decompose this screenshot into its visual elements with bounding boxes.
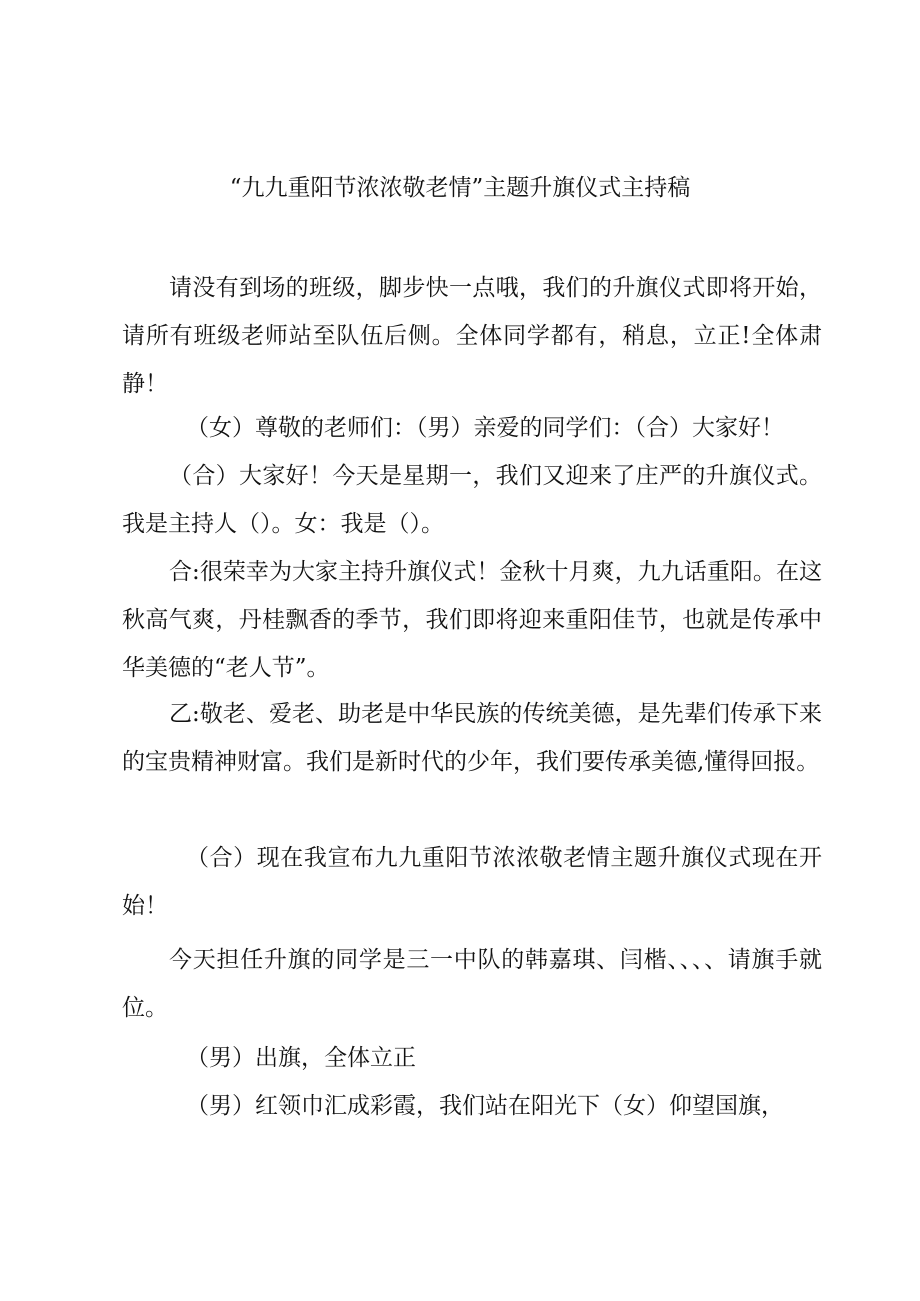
paragraph-announcement: （合）现在我宣布九九重阳节浓浓敬老情主题升旗仪式现在开始！ <box>122 845 822 919</box>
paragraph-flag-out: （男）出旗，全体立正 <box>186 1045 416 1071</box>
paragraph-virtue: 乙:敬老、爱老、助老是中华民族的传统美德，是先辈们传承下来的宝贵精神财富。我们是新时代的少年，我们要传承美德,懂得回报。 <box>122 701 822 775</box>
paragraph-flag-raisers: 今天担任升旗的同学是三一中队的韩嘉琪、闫楷、、、、请旗手就位。 <box>122 947 822 1021</box>
paragraph-opening: 请没有到场的班级，脚步快一点哦，我们的升旗仪式即将开始，请所有班级老师站至队伍后侧。全体同学都有，稍息，立正!全体肃静！ <box>122 275 822 397</box>
document-title: “九九重阳节浓浓敬老情”主题升旗仪式主持稿 <box>229 175 691 201</box>
paragraph-introduction: （合）大家好！今天是星期一，我们又迎来了庄严的升旗仪式。我是主持人（）。女：我是（）。 <box>122 463 822 537</box>
paragraph-greeting: （女）尊敬的老师们：（男）亲爱的同学们：（合）大家好！ <box>186 415 784 441</box>
paragraph-double-ninth: 合:很荣幸为大家主持升旗仪式！金秋十月爽，九九话重阳。在这秋高气爽，丹桂飘香的季节，我们即将迎来重阳佳节，也就是传承中华美德的“老人节”。 <box>122 559 822 681</box>
paragraph-red-scarf: （男）红领巾汇成彩霞，我们站在阳光下（女）仰望国旗， <box>186 1093 784 1119</box>
